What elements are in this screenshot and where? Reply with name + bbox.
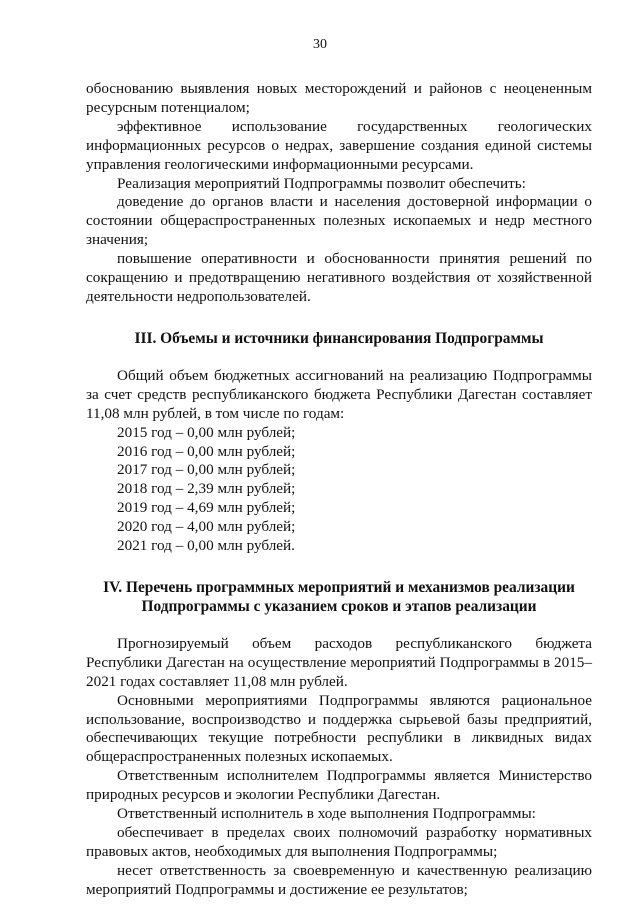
paragraph: несет ответственность за своевременную и качественную реализацию мероприятий Подпрограммы и достижение ее результатов; — [86, 861, 592, 898]
paragraph: обоснованию выявления новых месторождений и районов с неоцененным ресурсным потенциалом; — [86, 80, 592, 116]
document-body — [86, 80, 592, 900]
paragraph: обеспечивает в пределах своих полномочий разработку нормативных правовых актов, необходимых для выполнения Подпрограммы; — [86, 824, 592, 860]
paragraph: повышение оперативности и обоснованности принятия решений по сокращению и предотвращению негативного воздействия от хозяйственной деятельности недропользователей. — [86, 250, 592, 305]
section-heading-line: Подпрограммы с указанием сроков и этапов реализации — [141, 597, 537, 615]
funding-year-item: 2017 год – 0,00 млн рублей; — [117, 461, 296, 479]
funding-year-item: 2021 год – 0,00 млн рублей. — [117, 537, 295, 555]
funding-year-item: 2015 год – 0,00 млн рублей; — [117, 423, 296, 441]
funding-year-item: 2019 год – 4,69 млн рублей; — [117, 499, 296, 517]
section-heading-financing: III. Объемы и источники финансирования Подпрограммы — [134, 329, 544, 347]
paragraph: эффективное использование государственных геологических информационных ресурсов о недрах, завершение создания единой системы управления геологическими информационными ресурсами. — [86, 117, 592, 173]
funding-year-item: 2018 год – 2,39 млн рублей; — [117, 480, 296, 498]
funding-year-item: 2016 год – 0,00 млн рублей; — [117, 442, 296, 460]
section-heading-line: IV. Перечень программных мероприятий и механизмов реализации — [103, 578, 575, 596]
paragraph: Общий объем бюджетных ассигнований на реализацию Подпрограммы за счет средств республиканского бюджета Республики Дагестан составляет 11,08 млн рублей, в том числе по годам: — [86, 366, 592, 422]
paragraph: Прогнозируемый объем расходов республиканского бюджета Республики Дагестан на осуществление мероприятий Подпрограммы в 2015–2021 годах составляет 11,08 млн рублей. — [86, 634, 592, 690]
funding-year-item: 2020 год – 4,00 млн рублей; — [117, 518, 296, 536]
paragraph: Ответственным исполнителем Подпрограммы является Министерство природных ресурсов и экологии Республики Дагестан. — [86, 767, 592, 804]
paragraph: Реализация мероприятий Подпрограммы позволит обеспечить: — [117, 174, 526, 192]
paragraph: Ответственный исполнитель в ходе выполнения Подпрограммы: — [117, 805, 536, 823]
page-number: 30 — [313, 37, 327, 52]
funding-by-year-list — [86, 424, 592, 556]
paragraph: доведение до органов власти и населения достоверной информации о состоянии общераспространенных полезных ископаемых и недр местного значения; — [86, 193, 592, 249]
paragraph: Основными мероприятиями Подпрограммы являются рациональное использование, воспроизводство и поддержка сырьевой базы предприятий, обеспечивающих текущие потребности республики в ликвидных видах общераспространенных полезных ископаемых. — [86, 691, 592, 766]
section-heading-measures — [86, 578, 592, 616]
